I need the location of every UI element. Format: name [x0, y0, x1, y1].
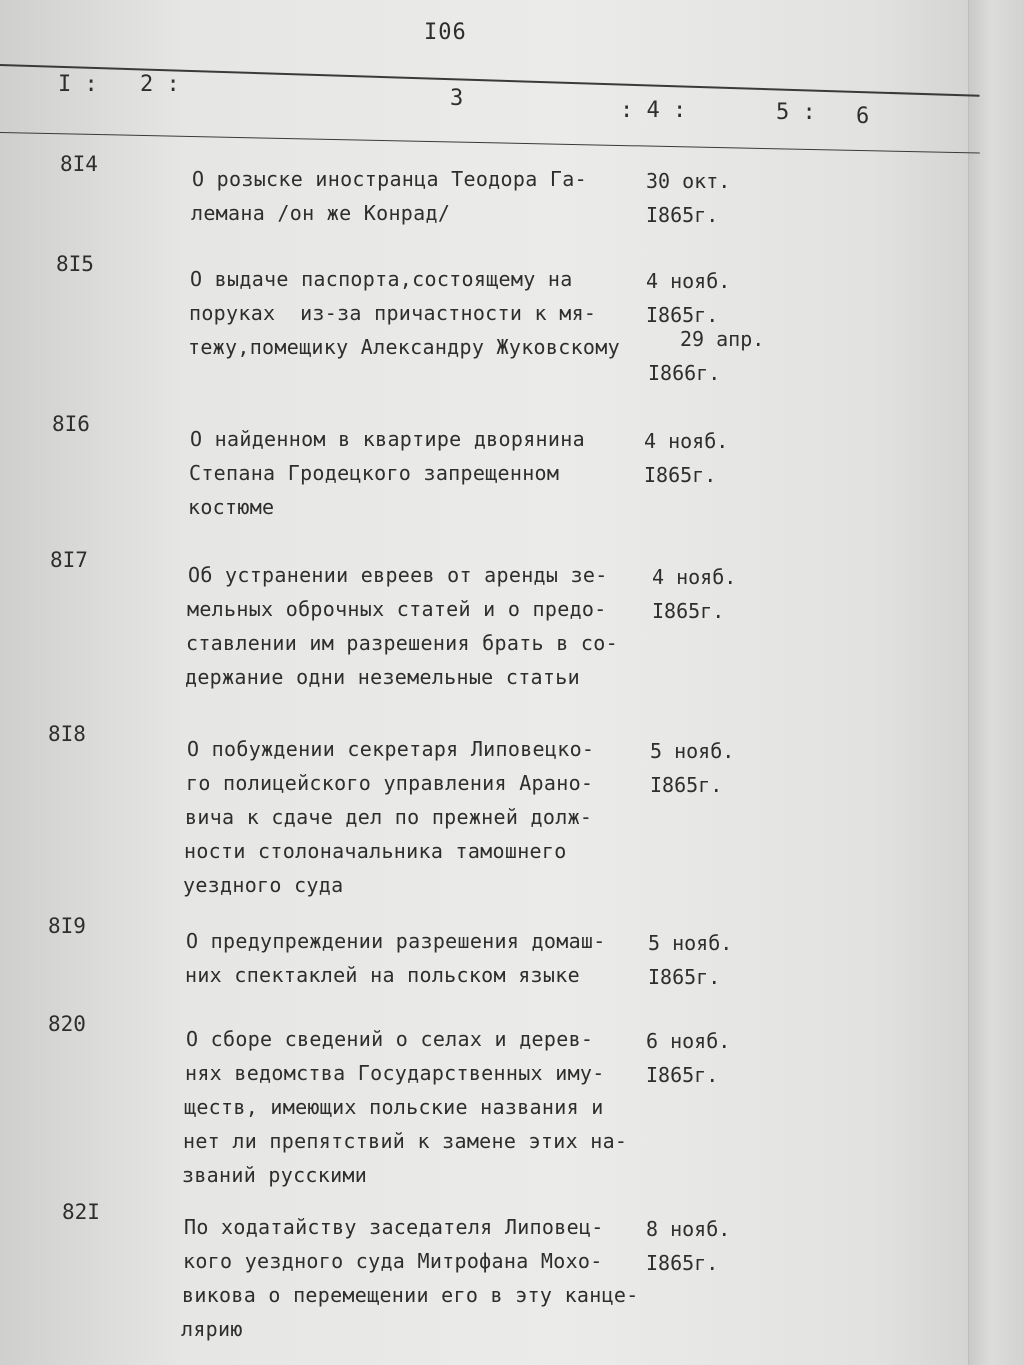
entry-description-line: нет ли препятствий к замене этих на-	[183, 1129, 628, 1153]
entry-date: 4 нояб.	[652, 565, 737, 589]
entry-date: I865г.	[652, 599, 725, 623]
entry-date: I865г.	[646, 1251, 719, 1275]
entry-description-line: поруках из-за причастности к мя-	[189, 301, 597, 325]
entry-date: 29 апр.	[680, 327, 765, 351]
entry-description-line: По ходатайству заседателя Липовец-	[184, 1215, 604, 1239]
entry-number: 82I	[62, 1200, 100, 1224]
entry-description-line: лярию	[181, 1317, 243, 1341]
entry-description-line: держание одни неземельные статьи	[185, 665, 580, 689]
entry-description-line: ществ, имеющих польские названия и	[184, 1095, 604, 1119]
entry-date: I866г.	[648, 361, 721, 385]
entry-number: 8I7	[50, 548, 88, 572]
entry-description-line: кого уездного суда Митрофана Мохо-	[183, 1249, 603, 1273]
page-edge	[968, 0, 1024, 1365]
column-header-6: 6	[856, 104, 870, 129]
entry-description-line: ставлении им разрешения брать в со-	[186, 631, 618, 655]
entry-date: I865г.	[646, 303, 719, 327]
entry-description-line: мельных оброчных статей и о предо-	[187, 597, 607, 621]
entry-number: 8I4	[60, 152, 98, 176]
entry-description-line: О розыске иностранца Теодора Га-	[192, 167, 587, 191]
entry-date: 4 нояб.	[644, 429, 729, 453]
entry-description-line: лемана /он же Конрад/	[191, 201, 451, 225]
entry-date: I865г.	[650, 773, 723, 797]
entry-date: 6 нояб.	[646, 1029, 731, 1053]
entry-number: 820	[48, 1012, 86, 1036]
entry-description-line: нях ведомства Государственных иму-	[185, 1061, 605, 1085]
column-header-4: : 4 :	[620, 98, 687, 123]
entry-description-line: О найденном в квартире дворянина	[190, 427, 585, 451]
entry-number: 8I5	[56, 252, 94, 276]
column-header-2: 2 :	[140, 72, 180, 97]
entry-description-line: Степана Гродецкого запрещенном	[189, 461, 560, 485]
entry-date: I865г.	[646, 1063, 719, 1087]
entry-description-line: го полицейского управления Арано-	[186, 771, 594, 795]
entry-description-line: костюме	[188, 495, 275, 519]
entry-date: 5 нояб.	[648, 931, 733, 955]
page-number: I06	[424, 20, 467, 45]
entry-date: I865г.	[646, 203, 719, 227]
column-header-5: 5 :	[776, 100, 816, 125]
entry-date: I865г.	[644, 463, 717, 487]
entry-number: 8I6	[52, 412, 90, 436]
entry-description-line: Об устранении евреев от аренды зе-	[188, 563, 608, 587]
entry-date: 30 окт.	[646, 169, 731, 193]
entry-description-line: вича к сдаче дел по прежней долж-	[185, 805, 593, 829]
column-header-3: 3	[450, 86, 464, 111]
entry-number: 8I9	[48, 914, 86, 938]
entry-description-line: званий русскими	[182, 1163, 368, 1187]
entry-description-line: О выдаче паспорта,состоящему на	[190, 267, 573, 291]
header-rule-bottom	[0, 132, 980, 154]
entry-description-line: О сборе сведений о селах и дерев-	[186, 1027, 594, 1051]
entry-date: 4 нояб.	[646, 269, 731, 293]
entry-description-line: них спектаклей на польском языке	[185, 963, 580, 987]
entry-date: 8 нояб.	[646, 1217, 731, 1241]
entry-date: 5 нояб.	[650, 739, 735, 763]
entry-date: I865г.	[648, 965, 721, 989]
entry-description-line: О предупреждении разрешения домаш-	[186, 929, 606, 953]
entry-description-line: уездного суда	[183, 873, 344, 897]
entry-description-line: викова о перемещении его в эту канце-	[182, 1283, 639, 1307]
entry-number: 8I8	[48, 722, 86, 746]
entry-description-line: О побуждении секретаря Липовецко-	[187, 737, 595, 761]
entry-description-line: тежу,помещику Александру Жуковскому	[188, 335, 620, 359]
column-header-1: I :	[58, 72, 98, 97]
entry-description-line: ности столоначальника тамошнего	[184, 839, 567, 863]
